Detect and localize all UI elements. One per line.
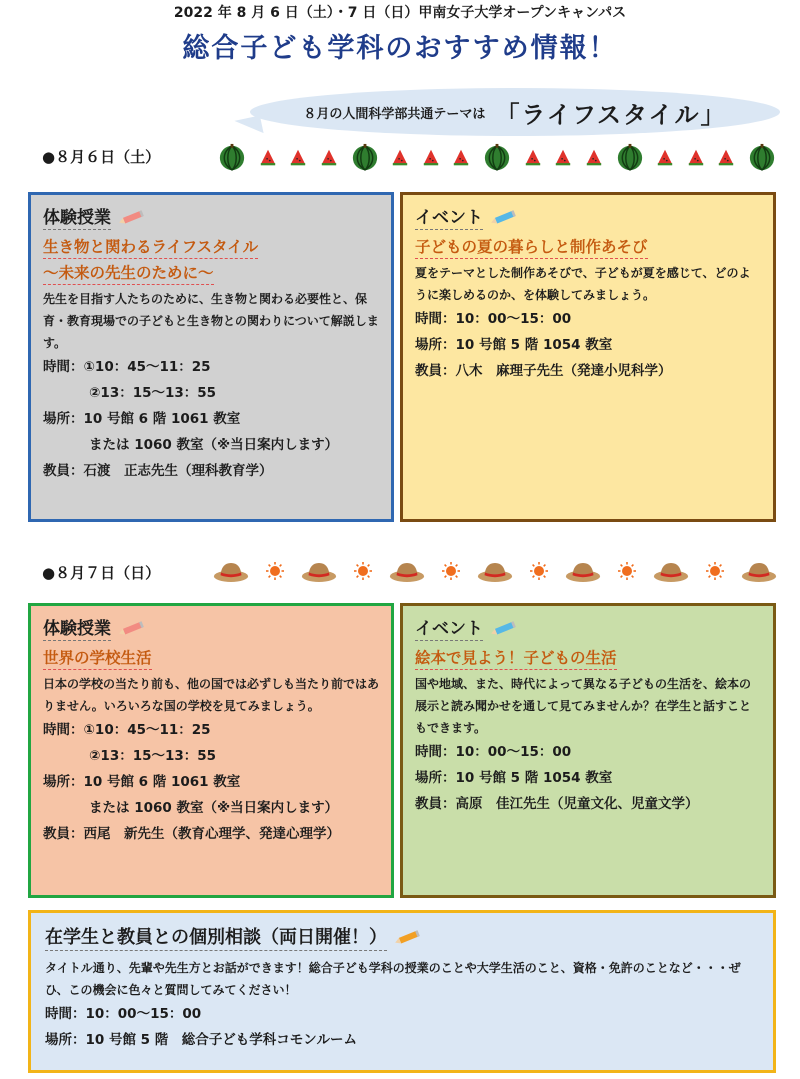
consultation-panel <box>28 910 776 1073</box>
watermelon-slice-icon <box>289 148 307 166</box>
watermelon-icon <box>351 143 379 171</box>
day1-class-subtitle2-text: ～未来の先生のために～ <box>43 264 214 285</box>
day2-event-description: 国や地域、また、時代によって異なる子どもの生活を、絵本の展示と読み聞かせを通して見てみませんか？在学生と話すこともできます。 <box>415 677 752 735</box>
day2-class-time1: 時間：①10：45～11：25 <box>43 722 211 738</box>
day2-class-place1: 場所：10 号館 6 階 1061 教室 <box>43 774 241 790</box>
pencil-icon <box>489 210 519 224</box>
watermelon-icon <box>218 143 246 171</box>
watermelon-slice-icon <box>524 148 542 166</box>
day1-class-time2: ②13：15～13：55 <box>89 385 217 401</box>
watermelon-icon <box>483 143 511 171</box>
watermelon-slice-icon <box>259 148 277 166</box>
day2-class-subtitle <box>43 645 379 671</box>
watermelon-slice-icon <box>320 148 338 166</box>
consult-heading: 在学生と教員との個別相談（両日開催！） <box>45 923 387 951</box>
day1-event-heading-row <box>415 203 761 230</box>
straw-hat-icon <box>212 559 250 584</box>
day1-class-place1: 場所：10 号館 6 階 1061 教室 <box>43 411 241 427</box>
day2-event-panel <box>400 603 776 898</box>
day1-event-place: 場所：10 号館 5 階 1054 教室 <box>415 337 613 353</box>
day1-event-heading: イベント <box>415 203 483 230</box>
day2-event-time: 時間：10：00～15：00 <box>415 744 572 760</box>
straw-hat-icon <box>300 559 338 584</box>
hat-sun-decoration-row <box>212 556 778 586</box>
day2-class-place2: または 1060 教室（※当日案内します） <box>89 800 339 816</box>
straw-hat-icon <box>652 559 690 584</box>
sun-icon <box>617 561 637 581</box>
event-date-line: 2022 年 8 月 6 日（土）・7 日（日）甲南女子大学オープンキャンパス <box>173 5 627 21</box>
day2-class-heading: 体験授業 <box>43 614 111 641</box>
consult-time: 時間：10：00～15：00 <box>45 1006 202 1022</box>
day1-event-subtitle-text: 子どもの夏の暮らしと制作あそび <box>415 238 648 259</box>
watermelon-slice-icon <box>585 148 603 166</box>
watermelon-slice-icon <box>656 148 674 166</box>
straw-hat-icon <box>476 559 514 584</box>
day1-class-time1: 時間：①10：45～11：25 <box>43 359 211 375</box>
watermelon-slice-icon <box>687 148 705 166</box>
watermelon-slice-icon <box>452 148 470 166</box>
day2-label: ●８月７日（日） <box>42 564 161 582</box>
day2-event-teacher: 教員：高原 佳江先生（児童文化、児童文学） <box>415 796 699 812</box>
day1-event-panel <box>400 192 776 522</box>
day1-event-time: 時間：10：00～15：00 <box>415 311 572 327</box>
day2-class-panel <box>28 603 394 898</box>
day2-event-heading-row <box>415 614 761 641</box>
watermelon-slice-icon <box>717 148 735 166</box>
consult-heading-row <box>45 923 759 951</box>
watermelon-decoration-row <box>218 141 776 173</box>
straw-hat-icon <box>564 559 602 584</box>
day1-class-place2: または 1060 教室（※当日案内します） <box>89 437 339 453</box>
day2-event-place: 場所：10 号館 5 階 1054 教室 <box>415 770 613 786</box>
day2-class-subtitle-text: 世界の学校生活 <box>43 649 152 670</box>
day1-event-description: 夏をテーマとした制作あそびで、子どもが夏を感じて、どのように楽しめるのか、を体験してみましょう。 <box>415 266 751 302</box>
straw-hat-icon <box>740 559 778 584</box>
theme-intro: ８月の人間科学部共通テーマは <box>303 106 486 122</box>
watermelon-slice-icon <box>422 148 440 166</box>
pencil-icon <box>117 210 147 224</box>
day2-class-teacher: 教員：西尾 新先生（教育心理学、発達心理学） <box>43 826 340 842</box>
day1-class-subtitle2 <box>43 260 379 286</box>
watermelon-icon <box>748 143 776 171</box>
pencil-icon <box>117 621 147 635</box>
day1-class-description: 先生を目指す人たちのために、生き物と関わる必要性と、保育・教育現場での子どもと生き物との関わりについて解説します。 <box>43 292 379 350</box>
day1-label: ●８月６日（土） <box>42 148 161 166</box>
pencil-icon <box>489 621 519 635</box>
theme-name: 「ライフスタイル」 <box>495 100 727 129</box>
day1-event-subtitle <box>415 234 761 260</box>
day2-event-subtitle <box>415 645 761 671</box>
theme-bubble-text <box>250 92 780 132</box>
consult-description: タイトル通り、先輩や先生方とお話ができます！総合子ども学科の授業のことや大学生活のこと、資格・免許のことなど・・・ぜひ、この機会に色々と質問してみてください！ <box>45 961 741 997</box>
sun-icon <box>353 561 373 581</box>
day1-class-heading: 体験授業 <box>43 203 111 230</box>
sun-icon <box>265 561 285 581</box>
day1-class-subtitle1 <box>43 234 379 260</box>
day1-class-teacher: 教員：石渡 正志先生（理科教育学） <box>43 463 273 479</box>
sun-icon <box>705 561 725 581</box>
day2-class-heading-row <box>43 614 379 641</box>
sun-icon <box>529 561 549 581</box>
day1-class-subtitle1-text: 生き物と関わるライフスタイル <box>43 238 258 259</box>
day1-event-teacher: 教員：八木 麻理子先生（発達小児科学） <box>415 363 672 379</box>
day2-class-time2: ②13：15～13：55 <box>89 748 217 764</box>
consult-place: 場所：10 号館 5 階 総合子ども学科コモンルーム <box>45 1032 357 1048</box>
watermelon-icon <box>616 143 644 171</box>
page-title: 総合子ども学科のおすすめ情報！ <box>182 33 618 64</box>
day2-event-subtitle-text: 絵本で見よう！子どもの生活 <box>415 649 617 670</box>
watermelon-slice-icon <box>391 148 409 166</box>
day2-class-description: 日本の学校の当たり前も、他の国では必ずしも当たり前ではありません。いろいろな国の学校を見てみましょう。 <box>43 677 380 713</box>
sun-icon <box>441 561 461 581</box>
day1-class-panel <box>28 192 394 522</box>
day1-class-heading-row <box>43 203 379 230</box>
watermelon-slice-icon <box>554 148 572 166</box>
day2-event-heading: イベント <box>415 614 483 641</box>
straw-hat-icon <box>388 559 426 584</box>
pencil-icon <box>393 930 423 944</box>
